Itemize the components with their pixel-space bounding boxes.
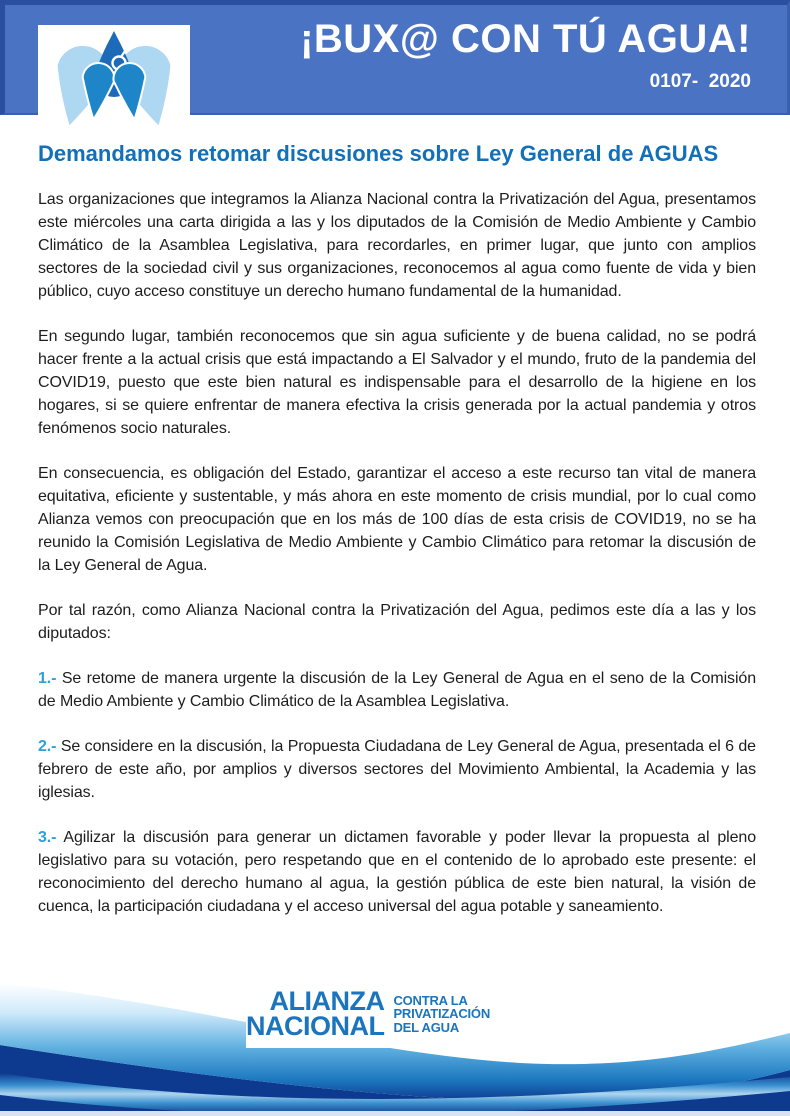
article-body <box>0 115 790 940</box>
demand-text-3: Agilizar la discusión para generar un dictamen favorable y poder llevar la propuesta al pleno legislativo para su votación, pero respetando que en el contenido de lo aprobado este presente: el reconocimiento del derecho humano al agua, la gestión pública de este bien natural, la visión de cuenca, la participación ciudadana y el acceso universal del agua potable y saneamiento. <box>38 829 756 915</box>
demand-text-1: Se retome de manera urgente la discusión de la Ley General de Agua en el seno de la Comisión de Medio Ambiente y Cambio Climático de la Asamblea Legislativa. <box>38 670 756 710</box>
header-logo-box <box>38 25 190 125</box>
water-drops-logo-icon <box>38 25 190 125</box>
article-headline: Demandamos retomar discusiones sobre Ley General de AGUAS <box>38 141 719 166</box>
org-name-line1: ALIANZA <box>269 985 385 1016</box>
footer-org-name <box>245 985 385 1041</box>
tagline-line1: CONTRA LA <box>393 992 468 1008</box>
org-name-line2: NACIONAL <box>245 1011 385 1041</box>
demand-text-2: Se considere en la discusión, la Propuesta Ciudadana de Ley General de Agua, presentada el 6 de febrero de este año, por amplios y diversos sectores del Movimiento Ambiental, la Academia y las iglesias. <box>38 738 756 801</box>
newsletter-title: ¡BUX@ CON TÚ AGUA! <box>300 17 751 61</box>
demand-number-2: 2.- <box>38 738 57 755</box>
tagline-line2: PRIVATIZACIÓN <box>393 1006 491 1022</box>
paragraph-4: Por tal razón, como Alianza Nacional contra la Privatización del Agua, pedimos este día a las y los diputados: <box>38 602 756 642</box>
footer-logo <box>246 980 490 1048</box>
demand-item-2 <box>38 735 756 804</box>
demand-item-1 <box>38 667 756 713</box>
demand-number-3: 3.- <box>38 829 57 846</box>
paragraph-3: En consecuencia, es obligación del Estado, garantizar el acceso a este recurso tan vital de manera equitativa, eficiente y sustentable, y más ahora en este momento de crisis mundial, por lo cual como Alianza vemos con preocupación que en los más de 100 días de esta crisis de COVID19, no se ha reunido la Comisión Legislativa de Medio Ambiente y Cambio Climático para retomar la discusión de la Ley General de Agua. <box>38 465 756 574</box>
paragraph-2: En segundo lugar, también reconocemos que sin agua suficiente y de buena calidad, no se podrá hacer frente a la actual crisis que está impactando a El Salvador y el mundo, fruto de la pandemia del COVID19, puesto que este bien natural es indispensable para el desarrollo de la higiene en los hogares, si se quiere enfrentar de manera efectiva la crisis generada por la actual pandemia y otros fenómenos socio naturales. <box>38 328 756 437</box>
demand-item-3 <box>38 826 756 918</box>
tagline-line3: DEL AGUA <box>393 1019 460 1035</box>
issue-number: 0107- 2020 <box>649 71 751 92</box>
header-banner <box>0 0 790 115</box>
footer-org-tagline <box>393 994 490 1035</box>
demand-number-1: 1.- <box>38 670 57 687</box>
paragraph-1: Las organizaciones que integramos la Alianza Nacional contra la Privatización del Agua, presentamos este miércoles una carta dirigida a las y los diputados de la Comisión de Medio Ambiente y Cambio Climático de la Asamblea Legislativa, para recordarles, en primer lugar, que junto con amplios sectores de la sociedad civil y sus organizaciones, reconocemos al agua como fuente de vida y bien público, cuyo acceso constituye un derecho humano fundamental de la humanidad. <box>38 191 756 300</box>
